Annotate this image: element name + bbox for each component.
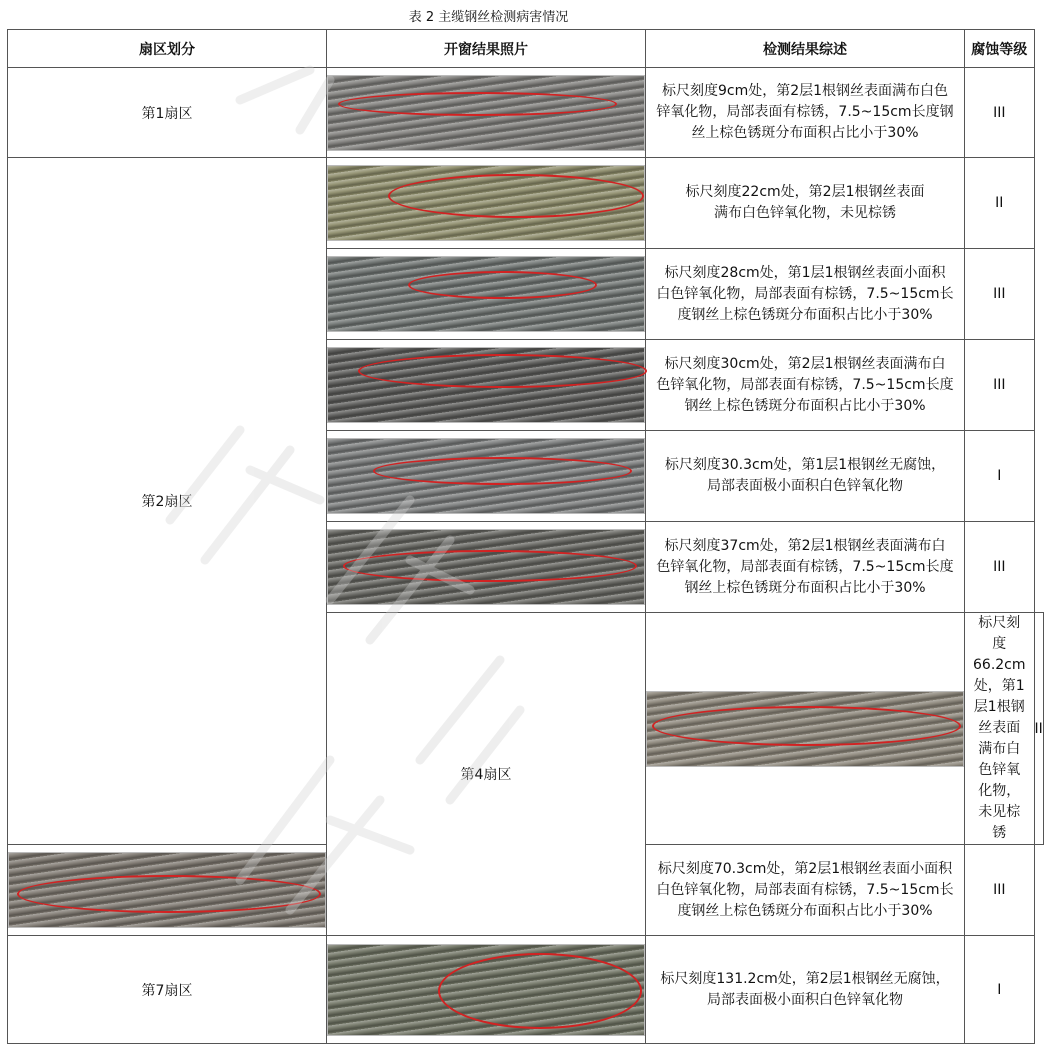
summary-line: 色锌氧化物，局部表面有棕锈，7.5~15cm长度 xyxy=(656,376,954,393)
summary-line: 局部表面极小面积白色锌氧化物 xyxy=(707,991,903,1008)
summary-cell xyxy=(646,158,965,249)
summary-line: 标尺刻度22cm处，第2层1根钢丝表面 xyxy=(685,184,925,200)
summary-cell xyxy=(646,249,965,340)
inspection-table xyxy=(7,29,1044,1044)
defect-ellipse-mark xyxy=(373,457,632,485)
summary-cell xyxy=(965,613,1035,845)
summary-line: 色锌氧化物，局部表面有棕锈，7.5~15cm长度 xyxy=(656,558,954,575)
photo-cell xyxy=(327,158,646,249)
header-sector: 扇区划分 xyxy=(8,30,327,68)
summary-cell xyxy=(646,936,965,1044)
grade-cell: I xyxy=(965,431,1035,522)
sector-cell: 第2扇区 xyxy=(8,158,327,845)
summary-line: 度钢丝上棕色锈斑分布面积占比小于30% xyxy=(677,306,933,323)
table-row xyxy=(8,68,1044,158)
header-row xyxy=(8,30,1044,68)
grade-cell: II xyxy=(965,158,1035,249)
sector-cell: 第7扇区 xyxy=(8,936,327,1044)
inspection-photo xyxy=(327,529,645,605)
grade-cell: I xyxy=(965,936,1035,1044)
summary-line: 锌氧化物，局部表面有棕锈，7.5~15cm长度钢 xyxy=(656,104,954,120)
inspection-photo xyxy=(327,438,645,514)
summary-line: 标尺刻度131.2cm处，第2层1根钢丝无腐蚀， xyxy=(660,970,950,987)
grade-cell: II xyxy=(1034,613,1043,845)
header-summary: 检测结果综述 xyxy=(646,30,965,68)
photo-cell xyxy=(327,68,646,158)
defect-ellipse-mark xyxy=(343,550,637,582)
summary-cell xyxy=(646,522,965,613)
summary-line: 标尺刻度70.3cm处，第2层1根钢丝表面小面积 xyxy=(657,860,953,877)
grade-cell: III xyxy=(965,68,1035,158)
summary-cell xyxy=(646,340,965,431)
summary-line: 标尺刻度9cm处，第2层1根钢丝表面满布白色 xyxy=(661,83,949,99)
table-caption: 表 2 主缆钢丝检测病害情况 xyxy=(408,10,569,25)
summary-line: 标尺刻度66.2cm处，第1层1根钢丝表面 xyxy=(973,615,1026,736)
defect-ellipse-mark xyxy=(438,953,642,1029)
defect-ellipse-mark xyxy=(388,174,644,218)
summary-line: 满布白色锌氧化物，未见棕锈 xyxy=(714,205,896,221)
summary-line: 局部表面极小面积白色锌氧化物 xyxy=(707,478,903,494)
summary-line: 标尺刻度30.3cm处，第1层1根钢丝无腐蚀， xyxy=(664,457,946,473)
summary-line: 满布白色锌氧化物，未见棕锈 xyxy=(978,741,1021,841)
header-photo: 开窗结果照片 xyxy=(327,30,646,68)
table-row xyxy=(8,936,1044,1044)
summary-cell xyxy=(646,845,965,936)
header-grade: 腐蚀等级 xyxy=(965,30,1035,68)
summary-line: 度钢丝上棕色锈斑分布面积占比小于30% xyxy=(677,902,933,919)
summary-line: 标尺刻度37cm处，第2层1根钢丝表面满布白 xyxy=(664,537,946,554)
photo-cell xyxy=(327,249,646,340)
sector-cell: 第1扇区 xyxy=(8,68,327,158)
summary-line: 钢丝上棕色锈斑分布面积占比小于30% xyxy=(684,397,926,414)
summary-line: 钢丝上棕色锈斑分布面积占比小于30% xyxy=(684,579,926,596)
photo-cell xyxy=(327,340,646,431)
photo-cell xyxy=(8,845,327,936)
table-row xyxy=(8,158,1044,249)
grade-cell: III xyxy=(965,249,1035,340)
defect-ellipse-mark xyxy=(17,875,321,913)
defect-ellipse-mark xyxy=(358,354,647,388)
summary-cell xyxy=(646,68,965,158)
summary-line: 白色锌氧化物，局部表面有棕锈，7.5~15cm长 xyxy=(656,881,954,898)
summary-line: 白色锌氧化物，局部表面有棕锈，7.5~15cm长 xyxy=(656,285,954,302)
inspection-photo xyxy=(327,256,645,332)
summary-cell xyxy=(646,431,965,522)
inspection-photo xyxy=(327,347,645,423)
photo-cell xyxy=(327,522,646,613)
photo-cell xyxy=(646,613,965,845)
inspection-photo xyxy=(327,75,645,151)
grade-cell: III xyxy=(965,845,1035,936)
inspection-photo xyxy=(327,165,645,241)
summary-line: 标尺刻度28cm处，第1层1根钢丝表面小面积 xyxy=(664,264,946,281)
photo-cell xyxy=(327,431,646,522)
grade-cell: III xyxy=(965,340,1035,431)
summary-line: 丝上棕色锈斑分布面积占比小于30% xyxy=(691,125,919,141)
photo-cell xyxy=(327,936,646,1044)
summary-line: 标尺刻度30cm处，第2层1根钢丝表面满布白 xyxy=(664,355,946,372)
grade-cell: III xyxy=(965,522,1035,613)
inspection-photo xyxy=(327,944,645,1036)
sector-cell: 第4扇区 xyxy=(327,613,646,936)
defect-ellipse-mark xyxy=(408,271,597,299)
inspection-photo xyxy=(646,691,964,767)
defect-ellipse-mark xyxy=(338,92,617,116)
inspection-photo xyxy=(8,852,326,928)
defect-ellipse-mark xyxy=(652,706,961,746)
